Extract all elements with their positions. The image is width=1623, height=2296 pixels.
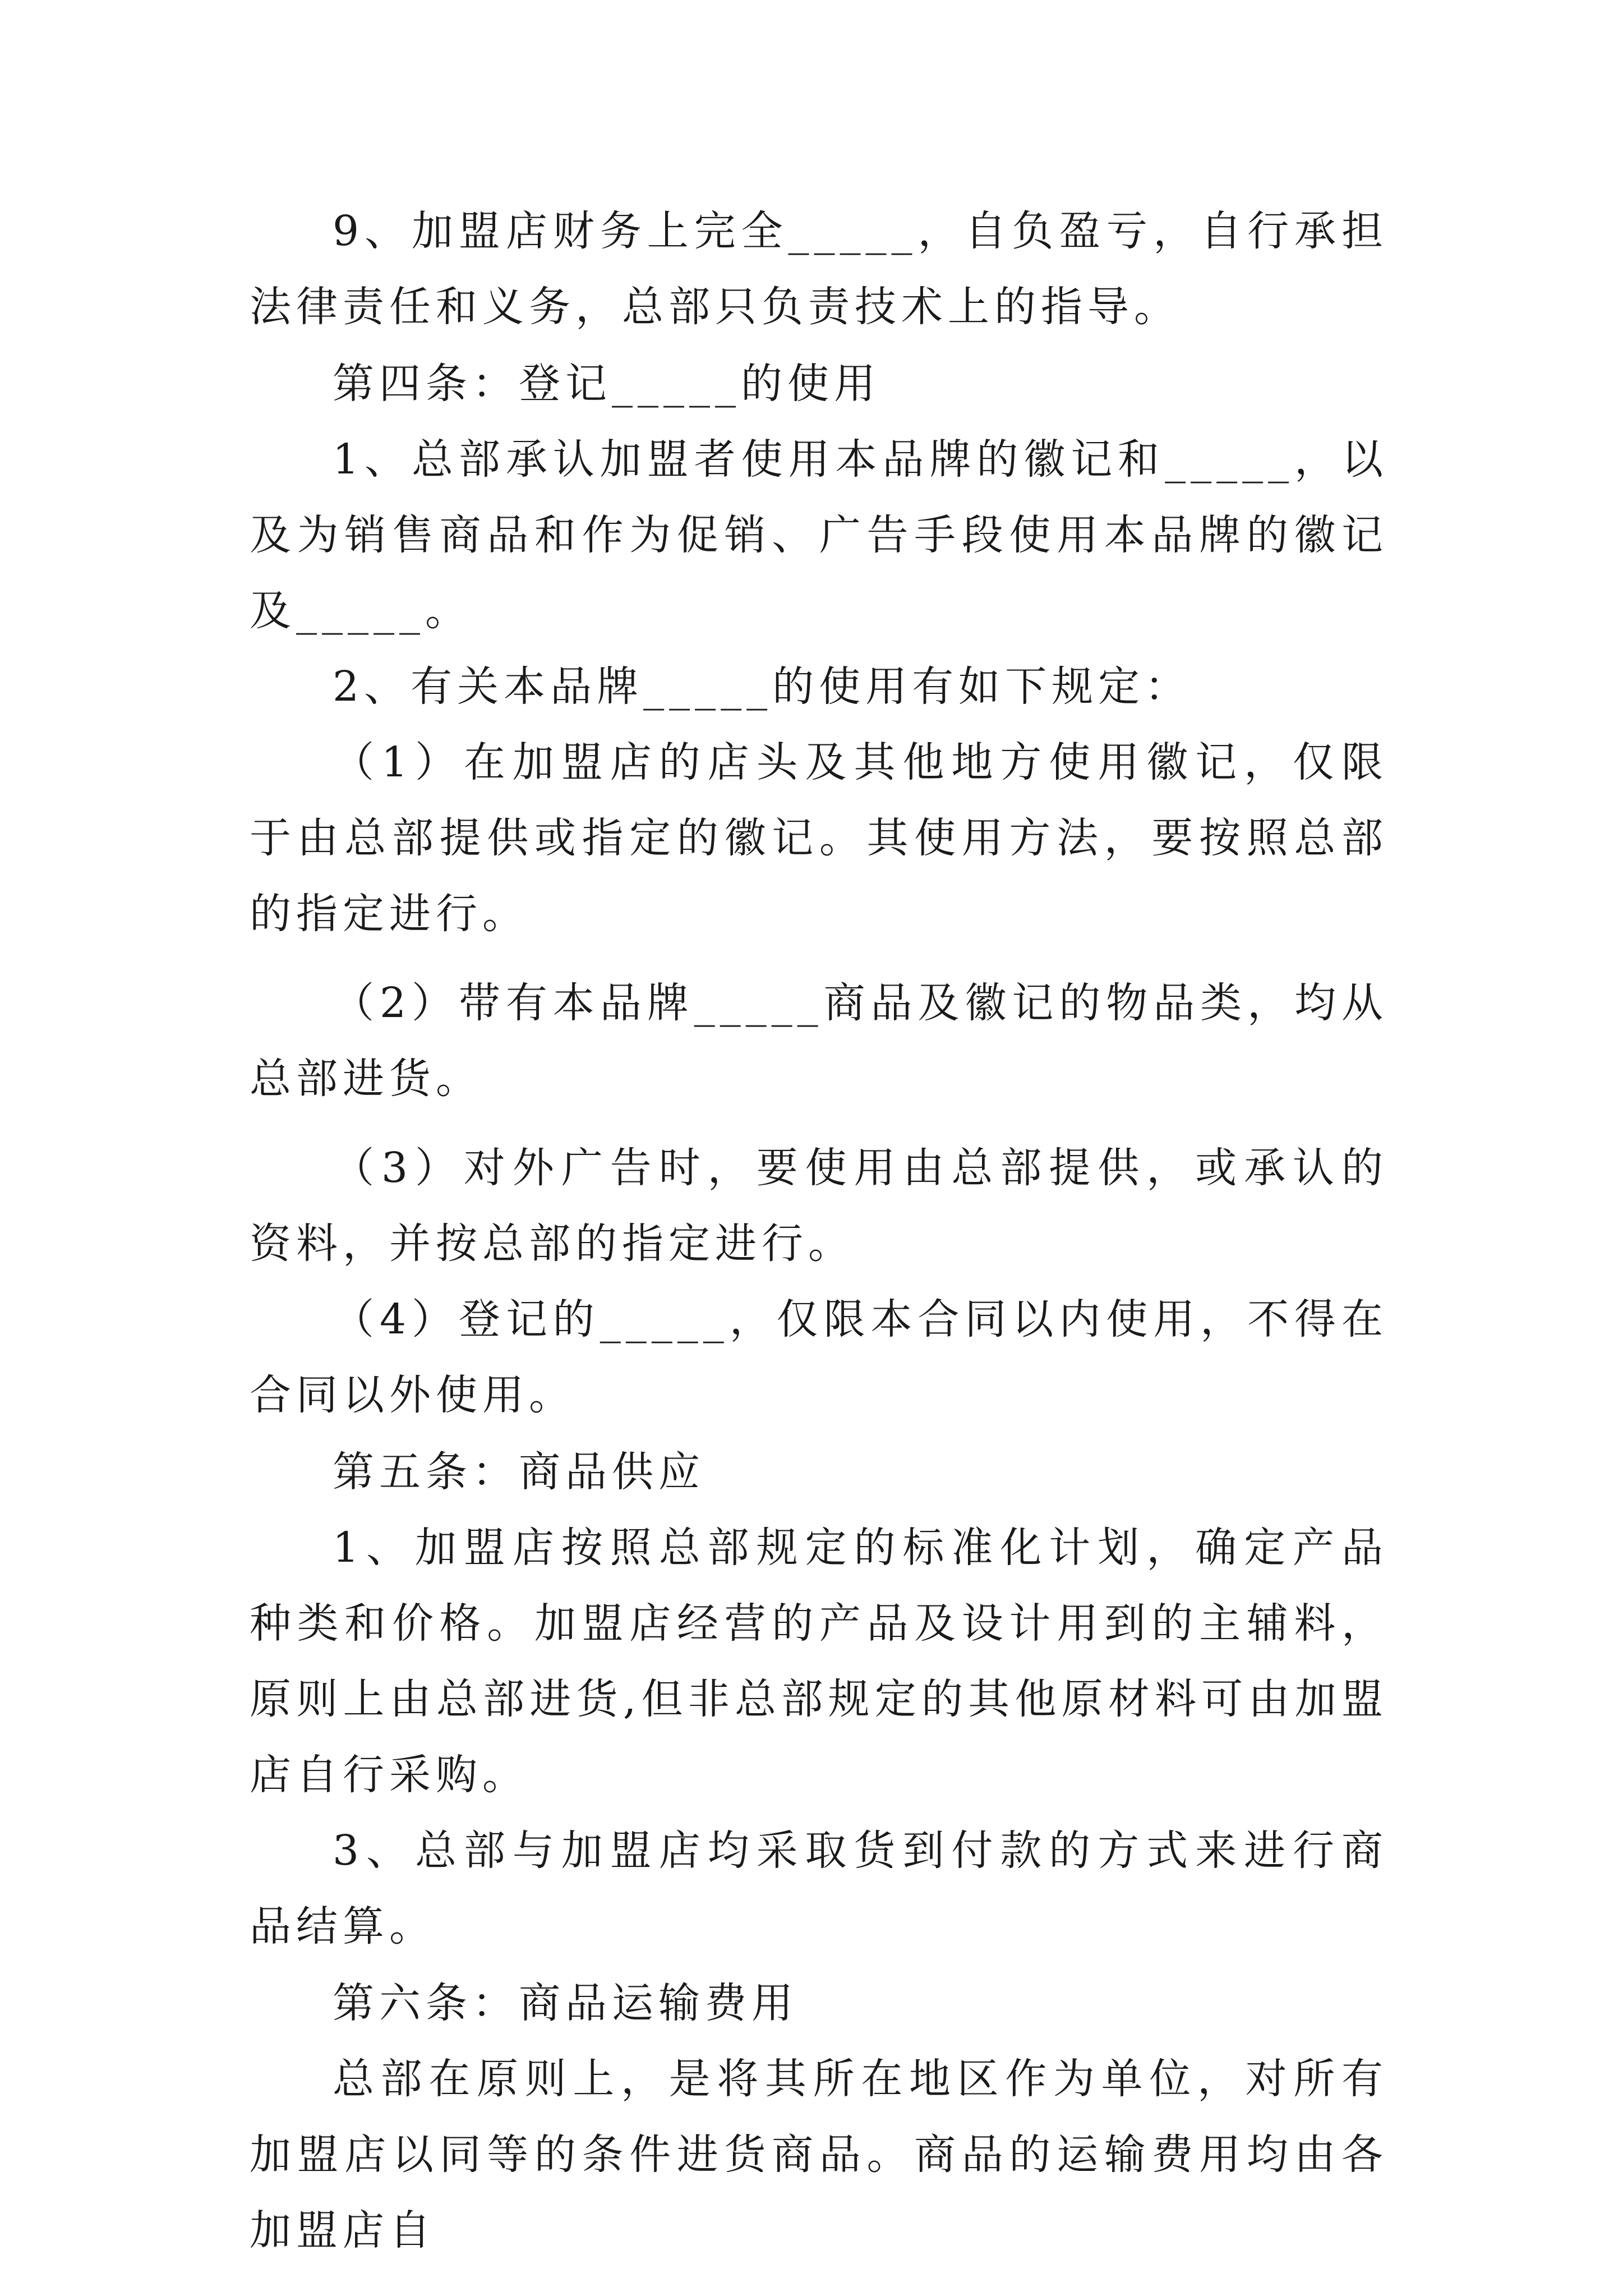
clause-4-2-2: （2）带有本品牌_____商品及徽记的物品类，均从总部进货。 — [250, 979, 1388, 1103]
clause-4-1: 1、总部承认加盟者使用本品牌的徽记和_____，以及为销售商品和作为促销、广告手段使用本品牌的徽记及_____。 — [250, 435, 1388, 635]
article-5-heading: 第五条：商品供应 — [333, 1448, 705, 1496]
article-6-body: 总部在原则上，是将其所在地区作为单位，对所有加盟店以同等的条件进货商品。商品的运输费用均由各加盟店自 — [250, 2055, 1388, 2254]
clause-3-9: 9、加盟店财务上完全_____，自负盈亏，自行承担法律责任和义务，总部只负责技术上的指导。 — [250, 207, 1388, 331]
clause-5-3: 3、总部与加盟店均采取货到付款的方式来进行商品结算。 — [250, 1826, 1388, 1950]
clause-4-2-1: （1）在加盟店的店头及其他地方使用徽记，仅限于由总部提供或指定的徽记。其使用方法，要按照总部的指定进行。 — [250, 738, 1388, 938]
clause-4-2: 2、有关本品牌_____的使用有如下规定： — [333, 662, 1192, 711]
document-page — [250, 194, 1388, 2269]
article-6-heading: 第六条：商品运输费用 — [333, 1979, 798, 2027]
clause-4-2-3: （3）对外广告时，要使用由总部提供，或承认的资料，并按总部的指定进行。 — [250, 1144, 1388, 1268]
clause-5-1: 1、加盟店按照总部规定的标准化计划，确定产品种类和价格。加盟店经营的产品及设计用到的主辅料，原则上由总部进货,但非总部规定的其他原材料可由加盟店自行采购。 — [250, 1524, 1388, 1799]
clause-4-2-4: （4）登记的_____，仅限本合同以内使用，不得在合同以外使用。 — [250, 1295, 1388, 1419]
article-4-heading: 第四条：登记_____的使用 — [333, 360, 880, 408]
